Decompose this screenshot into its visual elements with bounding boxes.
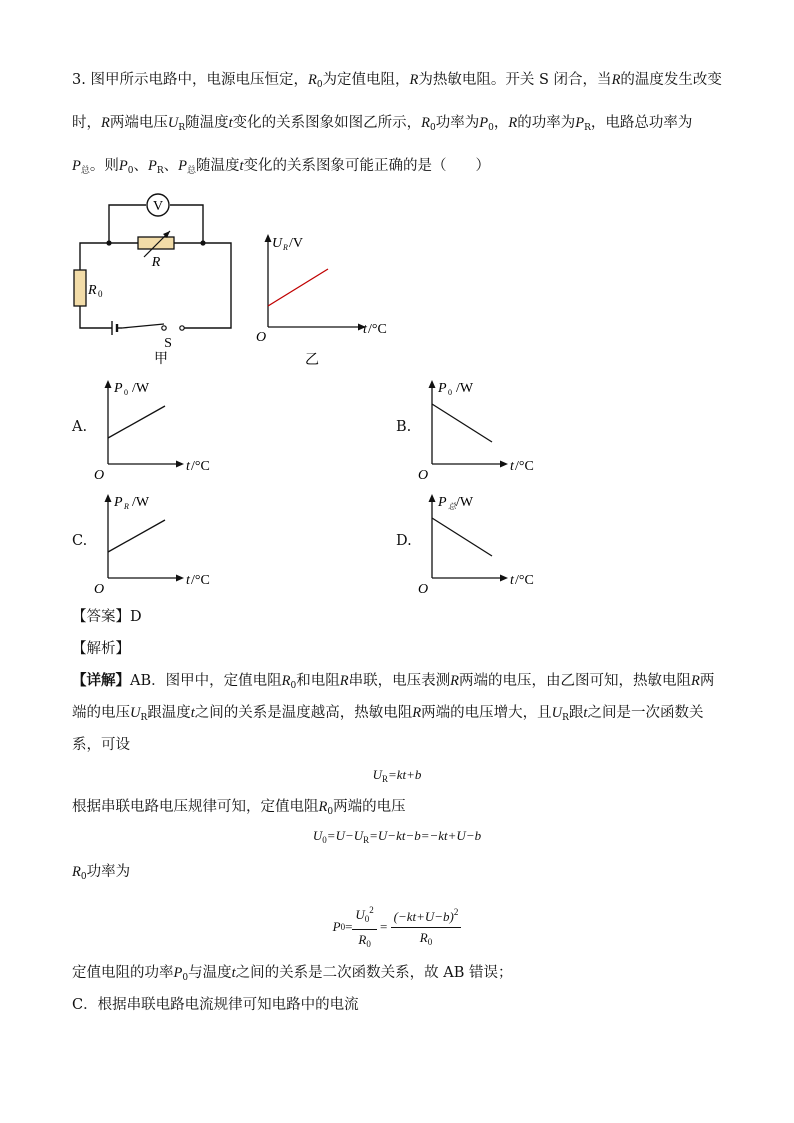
analysis-label: 【解析】 (72, 641, 130, 657)
analysis-line-7: C．根据串联电路电流规律可知电路中的电流 (72, 997, 359, 1013)
thermistor-icon (138, 237, 174, 249)
wire-top-left (80, 243, 138, 270)
y-label: P (438, 381, 447, 396)
voltmeter-wire-right (170, 205, 203, 243)
x-label: t (510, 459, 514, 474)
trend-line (108, 406, 165, 438)
voltmeter-label: V (152, 199, 164, 214)
x-unit: /°C (515, 573, 534, 588)
switch-contact-left-icon (162, 326, 166, 330)
option-b-letter[interactable]: B. (396, 419, 412, 435)
fraction-1: $\frac{U_0^2}{R_0}$ (352, 900, 376, 954)
x-arrow-icon (500, 461, 508, 468)
x-label: t (510, 573, 514, 588)
equation-1: $U_R=kt+b$ (372, 767, 422, 784)
circuit-diagram (60, 185, 250, 365)
option-d-graph[interactable] (414, 484, 564, 597)
graph-yi-origin: O (256, 330, 267, 345)
y-sub: 0 (448, 388, 452, 397)
x-unit: /°C (191, 573, 210, 588)
switch-arm (122, 324, 164, 328)
junction-dot-right (200, 240, 205, 245)
y-unit: /W (132, 381, 150, 396)
r0-subscript: 0 (98, 289, 103, 299)
analysis-line-5: $R_0$功率为 (72, 864, 131, 882)
trend-line (108, 520, 165, 552)
graph-yi-y-sub: R (283, 243, 288, 252)
graph-yi (250, 228, 400, 368)
y-label: P (438, 495, 447, 510)
x-arrow-icon (176, 575, 184, 582)
y-arrow-icon (105, 380, 112, 388)
x-unit: /°C (515, 459, 534, 474)
trend-line (432, 404, 492, 442)
y-unit: /W (132, 495, 150, 510)
origin-label: O (418, 582, 429, 597)
origin-label: O (94, 582, 105, 597)
y-arrow-icon (429, 380, 436, 388)
y-label: P (114, 495, 123, 510)
x-label: t (186, 573, 190, 588)
y-sub: 0 (124, 388, 128, 397)
origin-label: O (94, 468, 105, 483)
option-b-graph[interactable] (414, 370, 564, 483)
equation-3: P0= $\frac{U_0^2}{R_0}$ = $\frac{(-kt+U-b)^2}{R_0}$ (0, 900, 794, 954)
analysis-line-2: 端的电压$U_R$跟温度t之间的关系是温度越高，热敏电阻R两端的电压增大，且$U_R$跟t之间是一次函数关 (72, 705, 704, 723)
option-a-graph[interactable] (90, 370, 240, 483)
y-sub: 总 (448, 502, 456, 511)
fixed-resistor-icon (74, 270, 86, 306)
wire-top-right (174, 243, 231, 328)
analysis-line-1: 【详解】AB．图甲中，定值电阻$R_0$和电阻R串联，电压表测R两端的电压，由乙图可知，热敏电阻R两 (72, 672, 715, 691)
equation-2: $U_0=U-U_R=U-kt-b=-kt+U-b$ (312, 828, 482, 845)
option-c-letter[interactable]: C. (72, 533, 88, 549)
graph-yi-y-label: U (272, 236, 283, 251)
y-arrow-icon (429, 494, 436, 502)
switch-contact-right-icon (180, 326, 184, 330)
y-unit: /W (456, 381, 474, 396)
question-line-1: 3. 图甲所示电路中，电源电压恒定，$R_0$为定值电阻，R为热敏电阻。开关 S 闭合，当R的温度发生改变 (72, 72, 722, 90)
x-arrow-icon (500, 575, 508, 582)
option-d-letter[interactable]: D. (396, 533, 412, 549)
graph-yi-y-unit: /V (289, 236, 303, 251)
question-line-2: 时，R两端电压$U_R$随温度t变化的关系图象如图乙所示，$R_0$功率为$P_0$，R的功率为$P_R$，电路总功率为 (72, 115, 693, 133)
analysis-line-3: 系，可设 (72, 737, 130, 753)
fraction-2: $\frac{(-kt+U-b)^2}{R_0}$ (391, 902, 462, 952)
analysis-line-6: 定值电阻的功率$P_0$与温度t之间的关系是二次函数关系，故 AB 错误； (72, 965, 513, 983)
y-unit: /W (456, 495, 474, 510)
graph-yi-x-unit: /°C (368, 322, 387, 337)
question-number: 3. (72, 72, 86, 88)
x-arrow-icon (176, 461, 184, 468)
analysis-line-4: 根据串联电路电压规律可知，定值电阻$R_0$两端的电压 (72, 799, 406, 817)
x-unit: /°C (191, 459, 210, 474)
answer-line (72, 607, 142, 627)
answer-label: 【答案】 (72, 609, 130, 625)
switch-label: S (164, 336, 172, 351)
r0-label: R (88, 283, 97, 298)
trend-line (432, 518, 492, 556)
y-label: P (114, 381, 123, 396)
wire-bottom-left (80, 306, 112, 328)
graph-yi-y-arrow-icon (265, 234, 272, 242)
option-c-graph[interactable] (90, 484, 240, 597)
junction-dot-left (106, 240, 111, 245)
option-a-letter[interactable]: A. (72, 419, 88, 435)
question-line-3: $P_总$。则$P_0$、$P_R$、$P_总$随温度t变化的关系图象可能正确的是（ ） (72, 158, 491, 176)
y-arrow-icon (105, 494, 112, 502)
circuit-caption: 甲 (154, 352, 168, 367)
graph-yi-caption: 乙 (305, 353, 319, 368)
graph-yi-x-label: t (363, 322, 367, 337)
graph-yi-line (268, 269, 328, 306)
thermistor-label: R (151, 255, 161, 270)
answer-value: D (130, 609, 142, 625)
origin-label: O (418, 468, 429, 483)
y-sub: R (124, 502, 129, 511)
x-label: t (186, 459, 190, 474)
